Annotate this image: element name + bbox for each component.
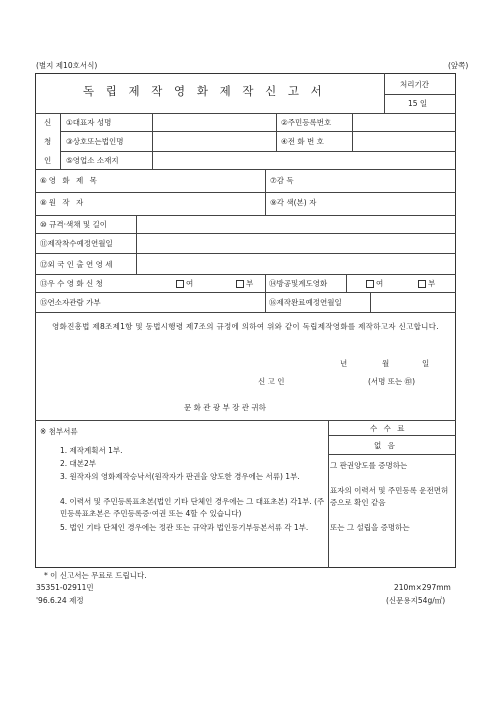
attachment-item: 3. 원작자의 영화제작승낙서(원작자가 판권을 양도한 경우에는 서류) 1부. [60,472,300,481]
field-director: ⑦감 독 [270,176,294,185]
title-divider [384,73,385,113]
field-spec: ⑩ 규격·색채 및 길이 [40,220,107,229]
attachment-item: 2. 대본2부 [60,459,97,468]
checkbox-icon [366,280,374,288]
processing-label: 처리기간 [400,80,429,89]
field-film-title: ⑥영 화 제 목 [40,176,99,185]
applicant-group-divider [60,113,61,169]
field-screenplay-writer: ⑨각 색(본) 자 [270,198,317,207]
field-representative-name: ①대표자 성명 [66,118,112,127]
fee-label: 수 수 료 [370,424,407,433]
paper-size: 210m×297mm [394,583,451,592]
free-note: * 이 신고서는 무료로 드립니다. [44,571,147,580]
date-month: 월 [382,359,390,368]
field-broadcast-film: ⑭방공및계도영화 [269,279,328,288]
fee-value: 없 음 [374,441,397,450]
fee-note: 표자의 이력서 및 주민등록 운전면허증으로 확인 같음 [330,486,449,507]
field-registration-number: ②주민등록번호 [281,118,332,127]
attachments-title: ※ 첨부서류 [40,427,78,436]
field-phone: ④전 화 번 호 [281,137,324,146]
checkbox-icon [236,280,244,288]
date-year: 년 [340,359,348,368]
attachment-item: 5. 법인 기타 단체인 경우에는 정관 또는 규약과 법인등기부등본서류 각 1부. [60,523,309,532]
field-original-author: ⑧원 작 자 [40,198,86,207]
applicant-char: 신 [44,118,52,127]
enactment-date: '96.6.24 제정 [36,596,84,605]
field-start-date: ⑪제작착수예정연월일 [40,239,113,248]
processing-value: 15 일 [408,99,428,108]
broadcast-yes-option[interactable]: 여 [366,280,383,288]
addressee: 문 화 관 광 부 장 관 귀하 [184,403,266,412]
reporter-label: 신 고 인 [258,377,285,386]
date-day: 일 [422,359,430,368]
declaration-text: 영화진흥법 제8조제1항 및 동법시행령 제7조의 규정에 의하여 위와 같이 독립제작영화를 제작하고자 신고합니다. [52,322,439,331]
field-completion-date: ⑯제작완료예정연월일 [269,298,342,307]
applicant-char: 인 [44,156,52,165]
field-company-name: ③상호또는법인명 [66,137,124,146]
checkbox-icon [176,280,184,288]
paper-spec: (신문용지54g/㎡) [386,596,446,605]
processing-divider [384,94,456,95]
field-quality-film-application: ⑬우 수 영 화 신 청 [40,279,103,288]
applicant-char: 청 [44,137,52,146]
field-minor-viewing: ⑮연소자관람 가부 [40,298,101,307]
fee-note: 그 판권양도를 증명하는 [330,461,408,470]
broadcast-no-option[interactable]: 부 [418,280,435,288]
signature-label: (서명 또는 ㊞) [368,377,416,386]
checkbox-icon [418,280,426,288]
award-yes-option[interactable]: 여 [176,280,193,288]
award-no-option[interactable]: 부 [236,280,253,288]
attachment-item: 1. 제작계획서 1부. [60,446,123,455]
form-code: 35351-02911민 [36,583,94,592]
field-foreign-cast: ⑫외 국 인 출 연 영 세 [40,260,113,269]
attachment-item: 4. 이력서 및 주민등록표초본(법인 기타 단체인 경우에는 그 대표초본) 각1부. (주민등록표초본은 주민등록증·여권 또는 4할 수 있습니다) [60,497,325,518]
page-side: (앞쪽) [448,61,469,70]
form-title: 독 립 제 작 영 화 제 작 신 고 서 [83,84,326,98]
fee-note: 또는 그 설립을 증명하는 [330,523,410,532]
field-office-address: ⑤영업소 소재지 [66,156,119,165]
form-number: (별지 제10호서식) [36,61,98,70]
